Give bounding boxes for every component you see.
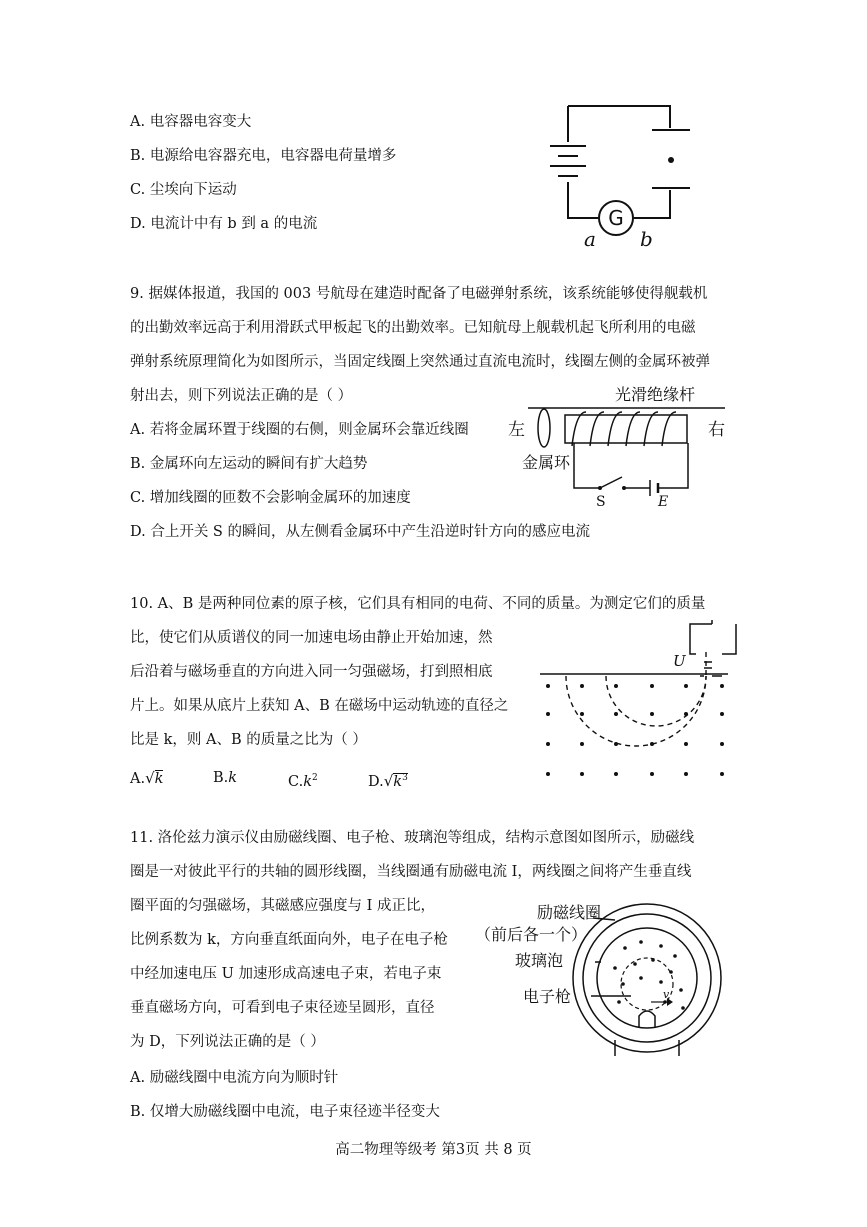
voltage-label: U xyxy=(673,652,686,670)
q11-stem-line-2: 圈是一对彼此平行的共轴的圆形线圈，当线圈通有励磁电流 I，两线圈之间将产生垂直线 xyxy=(130,864,692,880)
magnetic-field-dots xyxy=(546,684,724,776)
right-label: 右 xyxy=(708,420,725,440)
q9-coil-diagram xyxy=(500,380,740,510)
ring-label: 金属环 xyxy=(522,453,571,472)
q11-stem-line-3: 圈平面的匀强磁场，其磁感应强度与 I 成正比， xyxy=(130,898,435,914)
q10-stem-line-4: 片上。如果从底片上获知 A、B 在磁场中运动轨迹的直径之 xyxy=(130,698,509,714)
source-label: E xyxy=(658,494,669,510)
terminal-b-label: b xyxy=(640,227,653,251)
metal-ring-icon xyxy=(538,409,550,447)
q8-option-b: B. 电源给电容器充电，电容器电荷量增多 xyxy=(130,148,397,164)
q9-stem-line-1: 9. 据媒体报道，我国的 003 号航母在建造时配备了电磁弹射系统，该系统能够使得舰载机 xyxy=(130,286,708,302)
gun-label: 电子枪 xyxy=(523,987,572,1006)
q9-stem-line-3: 弹射系统原理简化为如图所示，当固定线圈上突然通过直流电流时，线圈左侧的金属环被弹 xyxy=(130,354,710,370)
q9-option-c: C. 增加线圈的匝数不会影响金属环的加速度 xyxy=(130,490,411,506)
glass-bulb-icon xyxy=(597,928,697,1028)
q8-option-d: D. 电流计中有 b 到 a 的电流 xyxy=(130,216,318,232)
q10-option-d: $D.√k^3$ xyxy=(368,771,408,790)
q9-option-b: B. 金属环向左运动的瞬间有扩大趋势 xyxy=(130,456,368,472)
q9-stem-line-4: 射出去，则下列说法正确的是（ ） xyxy=(130,388,353,404)
outer-coil-icon xyxy=(573,904,721,1052)
q9-option-d: D. 合上开关 S 的瞬间，从左侧看金属环中产生沿逆时针方向的感应电流 xyxy=(130,524,590,540)
page-footer: 高二物理等级考 第3页 共 8 页 xyxy=(335,1142,532,1158)
q10-stem-line-1: 10. A、B 是两种同位素的原子核，它们具有相同的电荷、不同的质量。为测定它们的质量 xyxy=(130,596,706,612)
q10-option-b: B.k xyxy=(213,770,238,786)
coil-note-label: （前后各一个） xyxy=(475,925,588,944)
left-label: 左 xyxy=(508,420,525,440)
q9-option-a: A. 若将金属环置于线圈的右侧，则金属环会靠近线圈 xyxy=(130,422,469,438)
rod-label: 光滑绝缘杆 xyxy=(614,385,696,404)
dust-particle-icon xyxy=(668,157,674,163)
galvanometer-label: G xyxy=(608,206,624,230)
bulb-label: 玻璃泡 xyxy=(515,951,564,970)
q11-stem-line-6: 垂直磁场方向，可看到电子束径迹呈圆形，直径 xyxy=(130,1000,435,1016)
velocity-label: v xyxy=(663,988,670,1001)
q10-option-c: $C.k^2$ xyxy=(288,773,318,790)
q10-option-a: A.√k xyxy=(130,769,164,787)
q10-mass-spectrometer-diagram xyxy=(536,618,742,788)
q10-stem-line-3: 后沿着与磁场垂直的方向进入同一匀强磁场，打到照相底 xyxy=(130,664,493,680)
q9-stem-line-2: 的出勤效率远高于利用滑跃式甲板起飞的出勤效率。已知航母上舰载机起飞所利用的电磁 xyxy=(130,320,696,336)
q11-option-a: A. 励磁线圈中电流方向为顺时针 xyxy=(130,1070,339,1086)
q8-option-c: C. 尘埃向下运动 xyxy=(130,182,237,198)
switch-label: S xyxy=(596,494,606,510)
coil-winding-icon xyxy=(572,412,676,446)
q8-circuit-diagram xyxy=(540,100,700,252)
q10-stem-line-5: 比是 k，则 A、B 的质量之比为（ ） xyxy=(130,732,367,748)
q11-stem-line-5: 中经加速电压 U 加速形成高速电子束，若电子束 xyxy=(130,966,442,982)
q11-stem-line-7: 为 D，下列说法正确的是（ ） xyxy=(130,1034,325,1050)
coil-label: 励磁线圈 xyxy=(537,903,602,922)
q11-option-b: B. 仅增大励磁线圈中电流，电子束径迹半径变大 xyxy=(130,1104,440,1120)
q10-stem-line-2: 比，使它们从质谱仪的同一加速电场由静止开始加速，然 xyxy=(130,630,493,646)
inner-coil-icon xyxy=(583,914,711,1042)
q8-option-a: A. 电容器电容变大 xyxy=(130,114,252,130)
q11-lorentz-demonstrator-diagram xyxy=(475,898,735,1058)
terminal-a-label: a xyxy=(584,227,596,251)
q11-stem-line-1: 11. 洛伦兹力演示仪由励磁线圈、电子枪、玻璃泡等组成，结构示意图如图所示，励磁线 xyxy=(130,830,695,846)
field-dots xyxy=(613,940,685,1010)
q11-stem-line-4: 比例系数为 k，方向垂直纸面向外，电子在电子枪 xyxy=(130,932,448,948)
